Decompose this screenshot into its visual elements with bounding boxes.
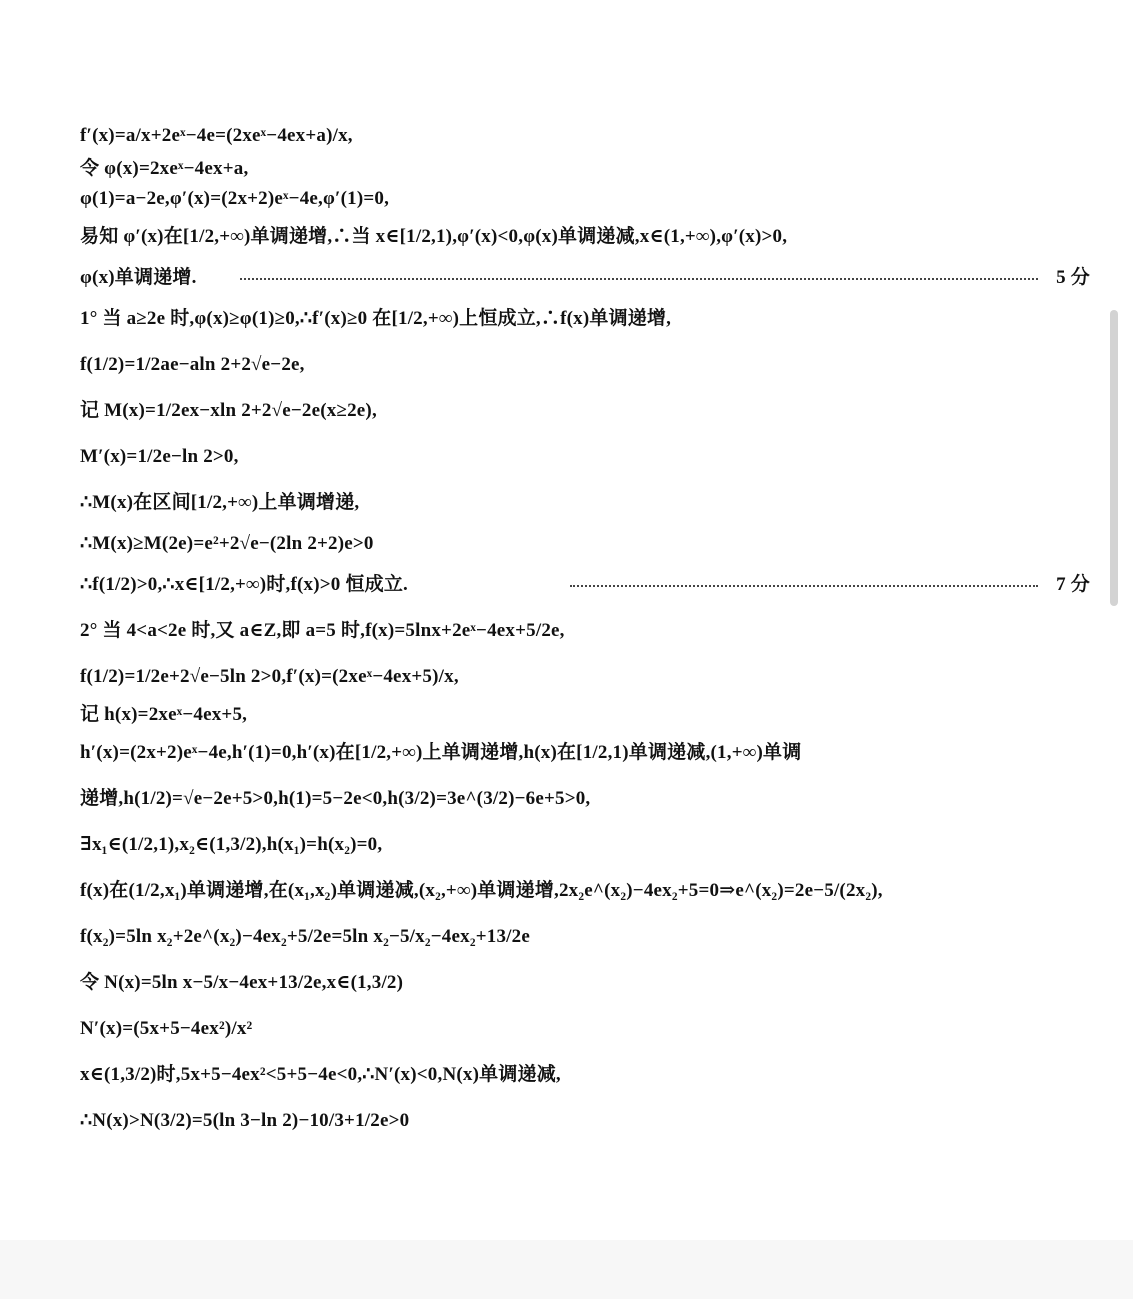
text-line-with-score [80, 562, 1090, 608]
text-line: ∴N(x)>N(3/2)=5(ln 3−ln 2)−10/3+1/2e>0 [80, 1110, 410, 1131]
text-line: 记 h(x)=2xeˣ−4ex+5, [80, 704, 248, 725]
text-line: f′(x)=a/x+2eˣ−4e=(2xeˣ−4ex+a)/x, [80, 125, 353, 146]
vertical-scrollbar[interactable] [1110, 310, 1118, 606]
text-line: f(x)在(1/2,x₁)单调递增,在(x₁,x₂)单调递减,(x₂,+∞)单调递增,2x₂e^(x₂)−4ex₂+5=0⇒e^(x₂)=2e−5/(2x₂), [80, 880, 883, 901]
text-line: ∃x₁∈(1/2,1),x₂∈(1,3/2),h(x₁)=h(x₂)=0, [80, 834, 383, 855]
text-line: ∴M(x)≥M(2e)=e²+2√e−(2ln 2+2)e>0 [80, 533, 374, 554]
text-line: 2° 当 4<a<2e 时,又 a∈Z,即 a=5 时,f(x)=5lnx+2eˣ−4ex+5/2e, [80, 620, 565, 641]
text-line: f(x₂)=5ln x₂+2e^(x₂)−4ex₂+5/2e=5ln x₂−5/x₂−4ex₂+13/2e [80, 926, 530, 947]
score-label: 7 分 [1050, 562, 1090, 608]
text-line: 易知 φ′(x)在[1/2,+∞)单调递增,∴当 x∈[1/2,1),φ′(x)<0,φ(x)单调递减,x∈(1,+∞),φ′(x)>0, [80, 226, 788, 247]
text-line: x∈(1,3/2)时,5x+5−4ex²<5+5−4e<0,∴N′(x)<0,N(x)单调递减, [80, 1064, 561, 1085]
text-line: 令 φ(x)=2xeˣ−4ex+a, [80, 158, 249, 179]
text-line: f(1/2)=1/2e+2√e−5ln 2>0,f′(x)=(2xeˣ−4ex+5)/x, [80, 666, 459, 687]
score-label: 5 分 [1050, 260, 1090, 296]
text-line: N′(x)=(5x+5−4ex²)/x² [80, 1018, 253, 1039]
text-line: ∴M(x)在区间[1/2,+∞)上单调增递, [80, 492, 360, 513]
text-line: 令 N(x)=5ln x−5/x−4ex+13/2e,x∈(1,3/2) [80, 972, 404, 993]
text-line: M′(x)=1/2e−ln 2>0, [80, 446, 239, 467]
text-line: f(1/2)=1/2ae−aln 2+2√e−2e, [80, 354, 305, 375]
text-line: φ(1)=a−2e,φ′(x)=(2x+2)eˣ−4e,φ′(1)=0, [80, 188, 390, 209]
bottom-band [0, 1240, 1133, 1299]
text-line-with-score [80, 260, 1090, 296]
text-line: 1° 当 a≥2e 时,φ(x)≥φ(1)≥0,∴f′(x)≥0 在[1/2,+∞)上恒成立,∴f(x)单调递增, [80, 308, 672, 329]
dotted-leader [570, 585, 1038, 587]
text-line: ∴f(1/2)>0,∴x∈[1/2,+∞)时,f(x)>0 恒成立. [80, 574, 408, 595]
text-line: φ(x)单调递增. [80, 267, 197, 288]
dotted-leader [240, 278, 1038, 280]
text-line: 记 M(x)=1/2ex−xln 2+2√e−2e(x≥2e), [80, 400, 377, 421]
text-line: h′(x)=(2x+2)eˣ−4e,h′(1)=0,h′(x)在[1/2,+∞)上单调递增,h(x)在[1/2,1)单调递减,(1,+∞)单调 [80, 742, 802, 763]
text-line: 递增,h(1/2)=√e−2e+5>0,h(1)=5−2e<0,h(3/2)=3e^(3/2)−6e+5>0, [80, 788, 591, 809]
solution-text [80, 118, 1090, 1144]
